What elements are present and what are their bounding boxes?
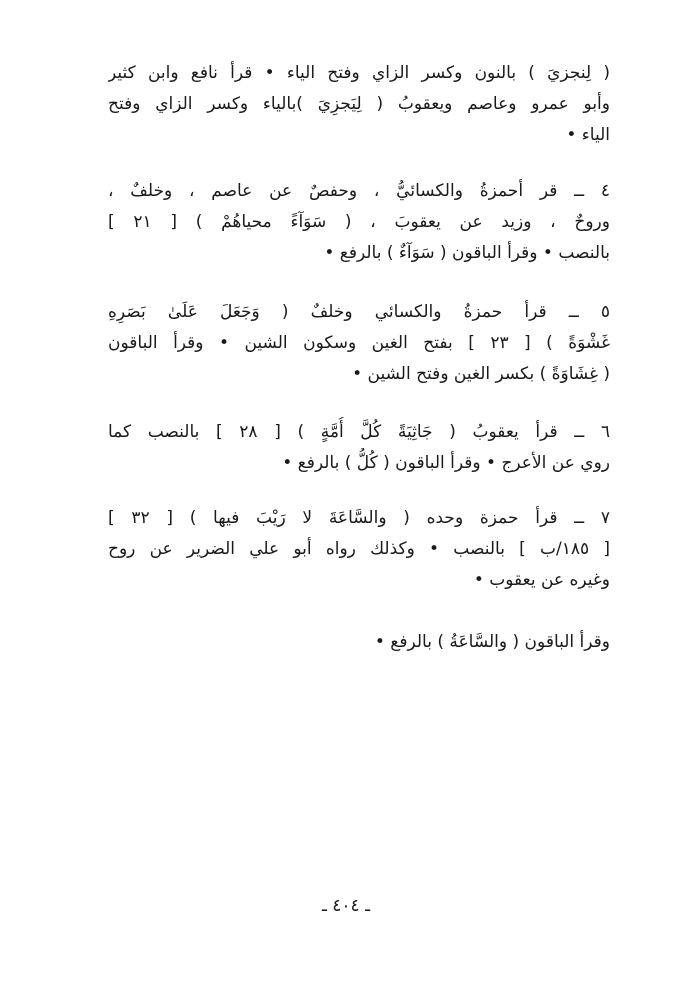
- paragraph-6: [108, 627, 610, 658]
- text-line: روي عن الأعرج • وقرأ الباقون ( كُلُّ ) بالرفع •: [282, 453, 610, 473]
- text-line: [ ١٨٥/ب ] بالنصب • وكذلك رواه أبو علي الضرير عن روح: [108, 539, 610, 559]
- page-number: ـ ٤٠٤ ـ: [321, 896, 371, 916]
- text-line: غَشْوَةً ) [ ٢٣ ] بفتح الغين وسكون الشين • وقرأ الباقون: [108, 333, 610, 353]
- text-line: الياء •: [566, 125, 610, 145]
- text-line: ٦ ــ قرأ يعقوبُ ( جَاثِيَةً كُلَّ أُمَّةٍ ) [ ٢٨ ] بالنصب كما: [108, 422, 610, 442]
- paragraph-5: [108, 503, 610, 596]
- text-line: ٤ ــ قر أحمزةُ والكسائيُّ ، وحفصٌ عن عاصم ، وخلفٌ ،: [108, 181, 610, 201]
- paragraph-3: [108, 297, 610, 390]
- paragraph-2: [108, 176, 610, 269]
- text-line: وروحٌ ، وزيد عن يعقوبَ ، ( سَوَآءً محياهُمْ ) [ ٢١ ]: [108, 212, 610, 232]
- text-line: ( غِشَاوَةً ) بكسر الغين وفتح الشين •: [352, 364, 610, 384]
- text-line: بالنصب • وقرأ الباقون ( سَوَآءٌ ) بالرفع •: [324, 243, 610, 263]
- text-line: ( لِنجزيَ ) بالنون وكسر الزاي وفتح الياء • قرأ نافع وابن كثير: [108, 63, 610, 83]
- paragraph-1: [108, 58, 610, 151]
- text-line: وقرأ الباقون ( والسَّاعَةُ ) بالرفع •: [374, 632, 610, 652]
- text-line: وأبو عمرو وعاصم ويعقوبُ ( لِيَجزِيَ )بالياء وكسر الزاي وفتح: [108, 94, 610, 114]
- text-line: ٧ ــ قرأ حمزة وحده ( والسَّاعَةَ لا رَيْبَ فيها ) [ ٣٢ ]: [108, 508, 610, 528]
- paragraph-4: [108, 417, 610, 479]
- text-line: ٥ ــ قرأ حمزةُ والكسائي وخلفٌ ( وَجَعَلَ عَلَىٰ بَصَرِهِ: [108, 302, 610, 322]
- text-line: وغيره عن يعقوب •: [473, 570, 610, 590]
